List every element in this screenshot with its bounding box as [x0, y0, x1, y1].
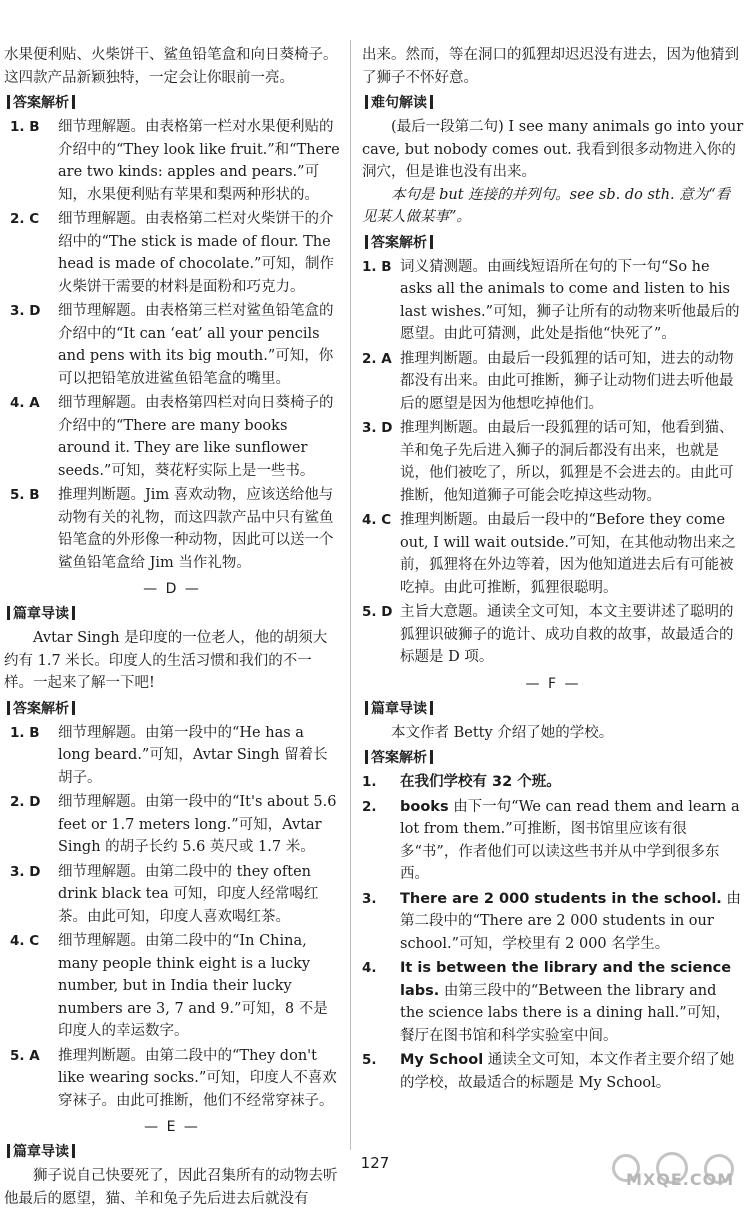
answer-number: 3. D: [362, 420, 393, 436]
answer-list-d: [4, 722, 340, 1113]
answer-text: 细节理解题。由第二段中的“In China, many people think eight is a lucky number, but in India their lucky numbers are 3, 7 and 9.”可知，8 不是印度人的幸运数字。: [58, 933, 328, 1039]
hard-sentence: (最后一段第二句) I see many animals go into your cave, but nobody comes out. 我看到很多动物进入你的洞穴，但是谁也没有出来。: [362, 119, 744, 180]
answer-item: [4, 930, 340, 1043]
answer-number: 4. C: [10, 933, 40, 949]
answer-number: 1.: [362, 774, 377, 790]
answer-number: 1. B: [10, 724, 40, 741]
watermark-logo: [612, 1152, 742, 1190]
passage-f-intro: 本文作者 Betty 介绍了她的学校。: [391, 724, 614, 741]
answer-text: 细节理解题。由第一段中的“He has a long beard.”可知，Avtar Singh 留着长胡子。: [58, 724, 328, 786]
answer-list-f: [362, 771, 744, 1094]
answer-item: [362, 888, 744, 956]
answer-item: [4, 116, 340, 206]
section-heading-analysis-e: 答案解析: [362, 232, 744, 254]
answer-explanation: 通读全文可知，本文作者主要介绍了她的学校，故最适合的标题是 My School。: [400, 1052, 735, 1091]
section-heading-analysis-f: 答案解析: [362, 747, 744, 769]
answer-item: [362, 509, 744, 599]
answer-key: There are 2 000 students in the school.: [400, 890, 722, 907]
section-mark-e: — E —: [144, 1119, 200, 1135]
answer-text: [400, 1049, 744, 1094]
answer-key: It is between the library and the science labs.: [400, 960, 732, 999]
answer-number: 5. B: [10, 487, 40, 503]
passage-e-intro: 狮子说自己快要死了，因此召集所有的动物去听他最后的愿望，猫、羊和兔子先后进去后就没有: [4, 1168, 338, 1207]
left-column: [4, 44, 340, 1210]
answer-text: 推理判断题。由最后一段狐狸的话可知，进去的动物都没有出来。由此可推断，狮子让动物们进去听他最后的愿望是因为他想吃掉他们。: [400, 350, 734, 412]
section-heading-analysis: 答案解析: [4, 92, 340, 114]
answer-item: [4, 1045, 340, 1113]
right-column: [362, 44, 744, 1096]
answer-text: 细节理解题。由第二段中的 they often drink black tea 可知，印度人经常喝红茶。由此可知，印度人喜欢喝红茶。: [58, 863, 319, 925]
answer-list-e: [362, 256, 744, 669]
answer-number: 1. B: [362, 258, 392, 275]
answer-item: [4, 208, 340, 298]
answer-text: 细节理解题。由表格第一栏对水果便利贴的介绍中的“They look like fruit.”和“There are two kinds: apples and pears.”可知，水果便利贴有苹果和梨两种形状的。: [58, 119, 340, 203]
section-heading-analysis-d: 答案解析: [4, 698, 340, 720]
answer-text: 细节理解题。由表格第四栏对向日葵椅子的介绍中的“There are many books around it. They are like sunflower seeds.”可知，葵花籽实际上是一些书。: [58, 395, 334, 479]
answer-item: [362, 601, 744, 669]
answer-number: 1. B: [10, 119, 40, 135]
answer-text: 主旨大意题。通读全文可知，本文主要讲述了聪明的狐狸识破狮子的诡计、成功自救的故事，故最适合的标题是 D 项。: [400, 604, 734, 665]
answer-number: 5.: [362, 1052, 377, 1068]
hard-sentence-note: 本句是 but 连接的并列句。see sb. do sth. 意为“看见某人做某事”。: [362, 186, 731, 225]
answer-text: 细节理解题。由第一段中的“It's about 5.6 feet or 1.7 meters long.”可知，Avtar Singh 的胡子长约 5.6 英尺或 1.7 米。: [58, 794, 337, 855]
answer-key: 在我们学校有 32 个班。: [400, 774, 561, 790]
answer-item: [362, 1049, 744, 1094]
answer-explanation: 由下一句“We can read them and learn a lot from them.”可推断，图书馆里应该有很多“书”，作者他们可以读这些书并从中学到很多东西。: [400, 798, 740, 882]
answer-item: [4, 791, 340, 859]
answer-number: 5. D: [362, 604, 393, 620]
intro-line-2: 这四款产品新颖独特，一定会让你眼前一亮。: [4, 69, 294, 86]
answer-key: books: [400, 798, 449, 815]
answer-text: 推理判断题。Jim 喜欢动物，应该送给他与动物有关的礼物，而这四款产品中只有鲨鱼铅笔盒的外形像一种动物，因此可以送一个鲨鱼铅笔盒给 Jim 当作礼物。: [58, 487, 334, 571]
answer-item: [4, 392, 340, 482]
answer-text: [400, 888, 744, 956]
answer-item: [4, 861, 340, 929]
section-mark-d: — D —: [143, 581, 201, 597]
answer-text: 推理判断题。由最后一段中的“Before they come out, I will wait outside.”可知，在其他动物出来之前，狐狸将在外边等着，因为他知道进去后有可能被吃掉。由此可推断，狐狸很聪明。: [400, 512, 736, 596]
answer-number: 2. A: [362, 350, 392, 367]
answer-explanation: 由第三段中的“Between the library and the science labs there is a dining hall.”可知，餐厅在图书馆和科学实验室中间。: [400, 982, 731, 1044]
answer-number: 3. D: [10, 303, 41, 319]
passage-e-intro-cont: 出来。然而，等在洞口的狐狸却迟迟没有进去，因为他猜到了狮子不怀好意。: [362, 47, 739, 86]
passage-d-intro: Avtar Singh 是印度的一位老人，他的胡须大约有 1.7 米长。印度人的生活习惯和我们的不一样。一起来了解一下吧!: [4, 630, 328, 691]
column-divider: [350, 40, 351, 1150]
answer-item: [362, 957, 744, 1047]
answer-number: 5. A: [10, 1047, 40, 1064]
section-heading-hard-sentence: 难句解读: [362, 92, 744, 114]
section-heading-guide-f: 篇章导读: [362, 698, 744, 720]
answer-item: [4, 722, 340, 790]
answer-item: [4, 484, 340, 574]
answer-number: 4.: [362, 960, 377, 976]
answer-item: [362, 256, 744, 346]
section-mark-f: — F —: [525, 675, 581, 692]
section-heading-guide-e: 篇章导读: [4, 1141, 340, 1163]
answer-list-c: [4, 116, 340, 574]
answer-text: [400, 957, 744, 1047]
answer-text: 词义猜测题。由画线短语所在句的下一句“So he asks all the animals to come and listen to his last wishes.”可知，狮子让所有的动物来听他最后的愿望。由此可猜测，此处是指他“快死了”。: [400, 258, 740, 342]
answer-number: 4. A: [10, 395, 40, 411]
watermark-text: MXQE.COM: [626, 1170, 735, 1189]
answer-item: [362, 348, 744, 416]
answer-item: [362, 417, 744, 507]
answer-number: 3. D: [10, 863, 41, 880]
page-number: 127: [360, 1154, 390, 1172]
answer-item: [4, 300, 340, 390]
answer-item: [362, 796, 744, 886]
section-heading-guide: 篇章导读: [4, 603, 340, 625]
answer-text: [400, 796, 744, 886]
intro-line-1: 水果便利贴、火柴饼干、鲨鱼铅笔盒和向日葵椅子。: [4, 47, 338, 63]
answer-text: [400, 771, 744, 794]
answer-item: [362, 771, 744, 794]
answer-explanation: 由第二段中的“There are 2 000 students in our school.”可知，学校里有 2 000 名学生。: [400, 890, 741, 952]
answer-number: 2. C: [10, 211, 40, 227]
answer-text: 细节理解题。由表格第三栏对鲨鱼铅笔盒的介绍中的“It can ‘eat’ all your pencils and pens with its big mouth.”可知，你可以把铅笔放进鲨鱼铅笔盒的嘴里。: [58, 303, 334, 387]
answer-number: 2. D: [10, 794, 41, 810]
answer-number: 4. C: [362, 512, 392, 528]
answer-text: 推理判断题。由第二段中的“They don't like wearing socks.”可知，印度人不喜欢穿袜子。由此可推断，他们不经常穿袜子。: [58, 1047, 337, 1109]
answer-text: 细节理解题。由表格第二栏对火柴饼干的介绍中的“The stick is made of flour. The head is made of chocolate.”可知，制作火柴饼干需要的材料是面粉和巧克力。: [58, 211, 334, 295]
answer-key: My School: [400, 1052, 484, 1068]
answer-number: 2.: [362, 798, 377, 815]
answer-text: 推理判断题。由最后一段狐狸的话可知，他看到猫、羊和兔子先后进入狮子的洞后都没有出来，也就是说，他们被吃了，所以，狐狸是不会进去的。由此可推断，他知道狮子可能会吃掉这些动物。: [400, 420, 734, 504]
answer-number: 3.: [362, 890, 377, 907]
